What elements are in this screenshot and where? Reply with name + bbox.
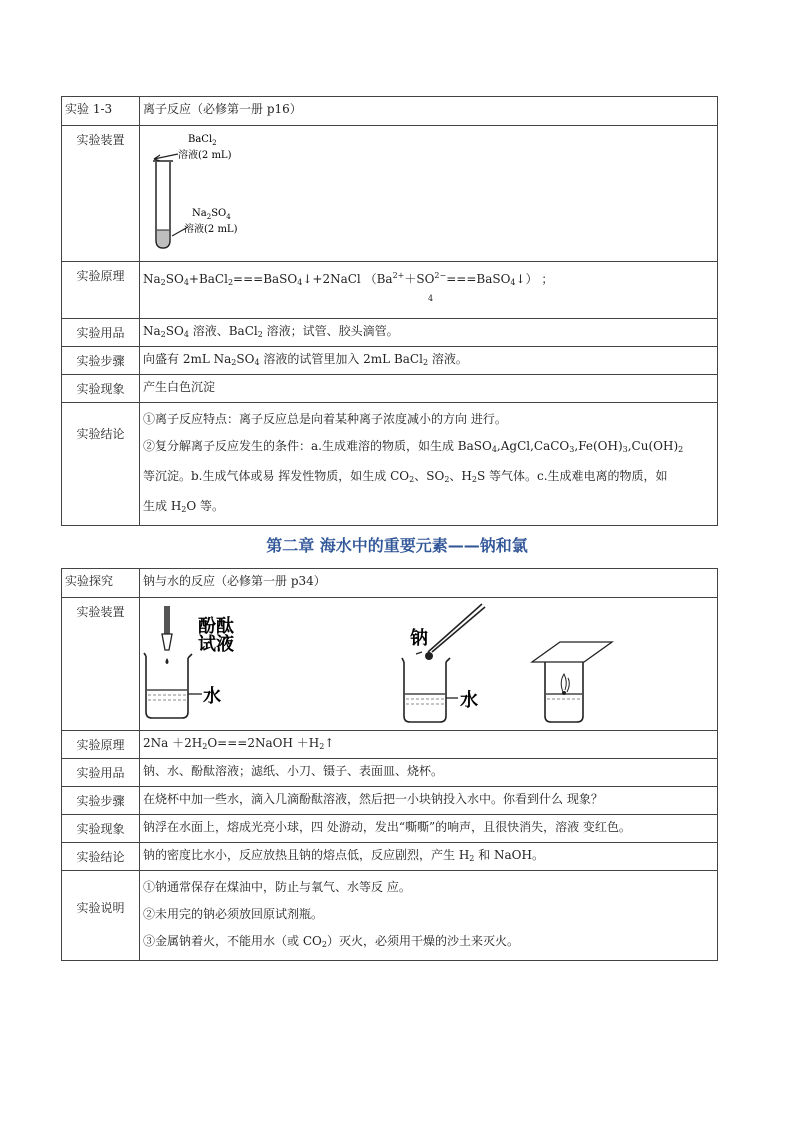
conclusion-label: 实验结论	[62, 843, 140, 871]
water-label-2: 水	[460, 690, 478, 711]
notes-label: 实验说明	[62, 871, 140, 961]
apparatus-cell	[140, 598, 718, 731]
apparatus-cell	[140, 126, 718, 262]
reagent-na2so4-volume: 溶液(2 mL)	[184, 224, 238, 235]
table-row-apparatus	[62, 126, 718, 262]
experiment-table-sodium-water	[61, 568, 718, 961]
table-row-apparatus	[62, 598, 718, 731]
supplies-label: 实验用品	[62, 759, 140, 787]
water-label-1: 水	[203, 686, 221, 707]
beaker-with-dropper-icon	[144, 606, 202, 718]
steps-label: 实验步骤	[62, 787, 140, 815]
table-row-steps	[62, 347, 718, 375]
table-row-supplies	[62, 759, 718, 787]
sodium-water-diagram	[140, 600, 710, 726]
indicator-label-2: 试液	[198, 634, 234, 655]
table-row-header	[62, 569, 718, 598]
steps-text: 向盛有 2mL $Na_2SO_4$ 溶液的试管里加入 2mL BaCl$_2$ 溶液。	[140, 347, 718, 375]
principle-equation: $2Na +2H_2O===2NaOH$ $+H_2↑$	[140, 731, 718, 759]
table-row-supplies	[62, 319, 718, 347]
apparatus-label: 实验装置	[62, 598, 140, 731]
chapter-heading: 第二章 海水中的重要元素——钠和氯	[266, 536, 528, 555]
conclusion-label: 实验结论	[62, 403, 140, 526]
phenomenon-label: 实验现象	[62, 815, 140, 843]
principle-equation: $Na_2SO_4+BaCl_2===BaSO_4↓+2NaCl$ $(Ba^{2+}+SO^{2-}===BaSO_4↓)$ ； 4	[140, 262, 718, 319]
covered-beaker-icon	[532, 642, 612, 722]
table-row-principle	[62, 731, 718, 759]
notes-text: ①钠通常保存在煤油中，防止与氧气、水等反 应。 ②未用完的钠必须放回原试剂瓶。 ③金属钠着火，不能用水（或 $CO_2$）灭火，必须用干燥的沙土来灭火。	[140, 871, 718, 961]
phenomenon-text: 钠浮在水面上，熔成光亮小球，四 处游动，发出“嘶嘶”的响声，且很快消失，溶液 变红色。	[140, 815, 718, 843]
table-row-header	[62, 97, 718, 126]
experiment-table-ion-reaction	[61, 96, 718, 526]
table-row-notes	[62, 871, 718, 961]
table-row-phenomenon	[62, 375, 718, 403]
experiment-title: 离子反应（必修第一册 p16）	[140, 97, 718, 126]
conclusion-text: ①离子反应特点：离子反应总是向着某种离子浓度减小的方向 进行。 ②复分解离子反应发生的条件：a.生成难溶的物质，如生成 $BaSO_4,AgCl,CaCO_3,Fe(OH)_3,Cu(OH)_2$ 等沉淀。b.生成气体或易 挥发性物质，如生成 $CO_2$、$SO_2$、$H_2S$ 等气体。c.生成难电离的物质，如 生成 $H_2O$ 等。	[140, 403, 718, 526]
experiment-title: 钠与水的反应（必修第一册 p34）	[140, 569, 718, 598]
supplies-label: 实验用品	[62, 319, 140, 347]
table-row-phenomenon	[62, 815, 718, 843]
table-row-principle	[62, 262, 718, 319]
experiment-number: 实验 1-3	[62, 97, 140, 126]
sodium-label: 钠	[410, 628, 428, 649]
table-row-steps	[62, 787, 718, 815]
table-row-conclusion	[62, 843, 718, 871]
experiment-number: 实验探究	[62, 569, 140, 598]
supplies-text: 钠、水、酚酞溶液；滤纸、小刀、镊子、表面皿、烧杯。	[140, 759, 718, 787]
supplies-text: $Na_2SO_4$ 溶液、BaCl$_2$ 溶液；试管、胶头滴管。	[140, 319, 718, 347]
principle-label: 实验原理	[62, 731, 140, 759]
phenomenon-label: 实验现象	[62, 375, 140, 403]
reagent-bacl2-label: BaCl$_2$	[188, 134, 217, 147]
principle-label: 实验原理	[62, 262, 140, 319]
reagent-bacl2-volume: 溶液(2 mL)	[178, 150, 232, 161]
test-tube-diagram	[148, 132, 268, 258]
steps-label: 实验步骤	[62, 347, 140, 375]
steps-text: 在烧杯中加一些水，滴入几滴酚酞溶液，然后把一小块钠投入水中。你看到什么 现象？	[140, 787, 718, 815]
phenomenon-text: 产生白色沉淀	[140, 375, 718, 403]
apparatus-label: 实验装置	[62, 126, 140, 262]
table-row-conclusion	[62, 403, 718, 526]
conclusion-text: 钠的密度比水小，反应放热且钠的熔点低，反应剧烈，产生 $H_2$ 和 NaOH。	[140, 843, 718, 871]
indicator-label-1: 酚酞	[198, 616, 234, 637]
reagent-na2so4-label: $Na_2SO_4$	[192, 208, 231, 221]
